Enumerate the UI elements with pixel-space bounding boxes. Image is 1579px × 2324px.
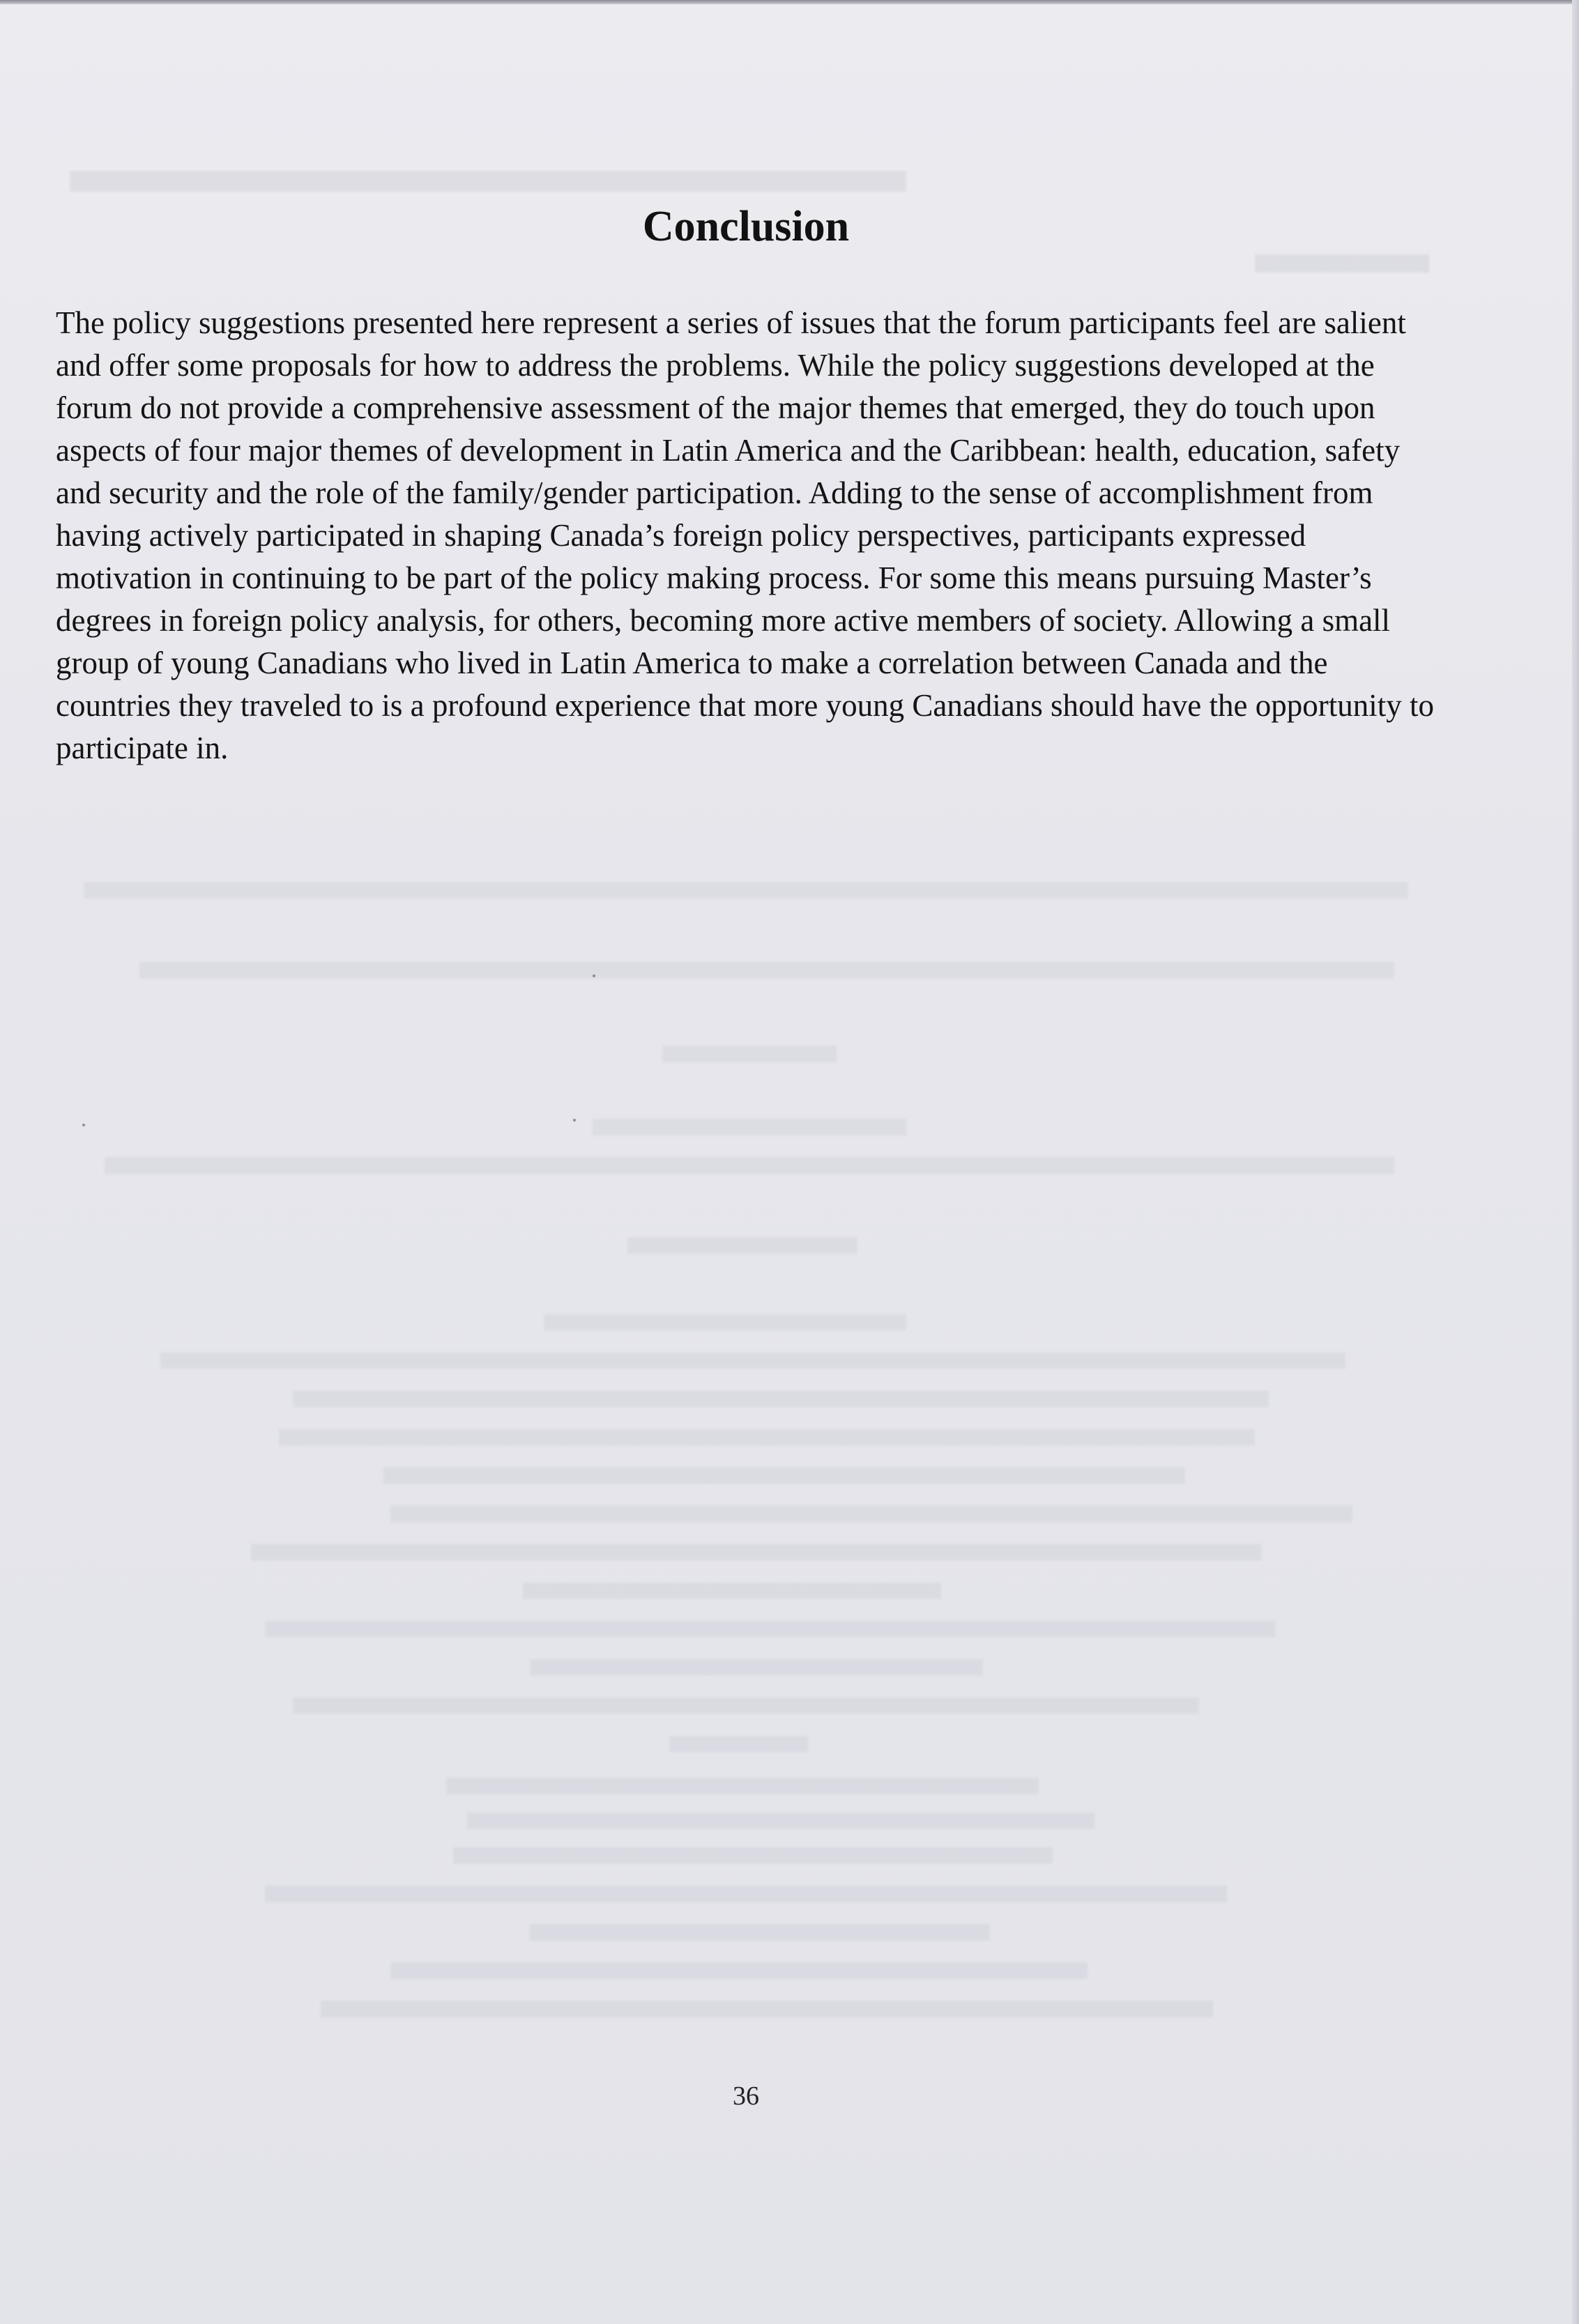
dust-speck xyxy=(593,974,595,977)
page-number: 36 xyxy=(733,2081,759,2111)
page-title: Conclusion xyxy=(642,203,850,250)
page-top-edge xyxy=(0,0,1579,4)
conclusion-paragraph: The policy suggestions presented here represent a series of issues that the forum participants feel are salient and offer some proposals for how to address the problems. While the policy suggestions developed at the forum do not provide a comprehensive assessment of the major themes that emerged, they do touch upon aspects of four major themes of development in Latin America and the Caribbean: health, education, safety and security and the role of the family/gender participation. Adding to the sense of accomplishment from having actively participated in shaping Canada’s foreign policy perspectives, participants expressed motivation in continuing to be part of the policy making process. For some this means pursuing Master’s degrees in foreign policy analysis, for others, becoming more active members of society. Allowing a small group of young Canadians who lived in Latin America to make a correlation between Canada and the countries they traveled to is a profound experience that more young Canadians should have the opportunity to participate in. xyxy=(56,305,1434,765)
dust-speck xyxy=(82,1124,85,1126)
dust-speck xyxy=(573,1119,576,1122)
page-right-edge xyxy=(1572,0,1579,2324)
document-content xyxy=(56,202,1436,770)
title-wrapper xyxy=(56,202,1436,252)
